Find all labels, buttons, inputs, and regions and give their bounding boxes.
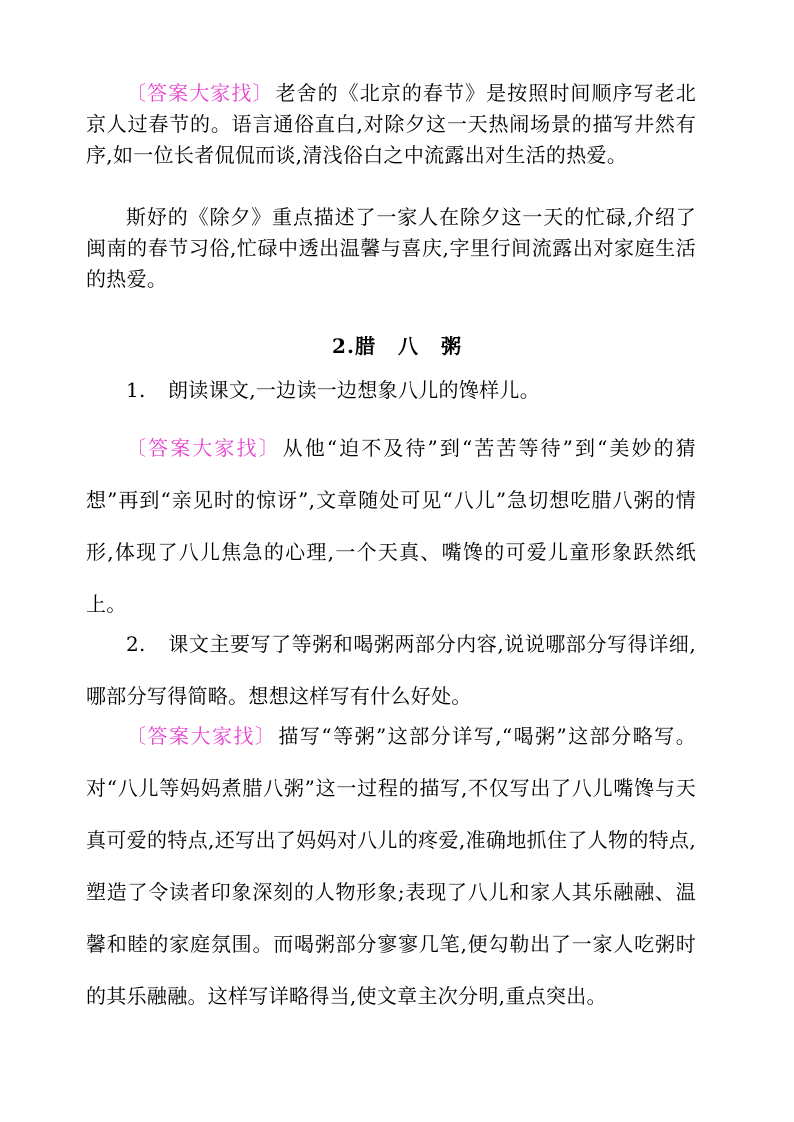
question-1-text: 朗读课文,一边读一边想象八儿的馋样儿。 <box>168 378 541 402</box>
question-1 <box>86 364 696 416</box>
lesson-title-char-3: 粥 <box>440 334 462 358</box>
lesson-title <box>0 331 794 362</box>
answer-1 <box>86 422 696 630</box>
intro-paragraph-1 <box>86 78 696 171</box>
lesson-number: 2. <box>332 334 355 358</box>
intro-paragraph-2 <box>86 202 696 295</box>
question-2-number: 2. <box>126 632 146 656</box>
answer-1-text: 从他“迫不及待”到“苦苦等待”到“美妙的猜想”再到“亲见时的惊讶”,文章随处可见“八儿”急切想吃腊八粥的情形,体现了八儿焦急的心理,一个天真、嘴馋的可爱儿童形象跃然纸上。 <box>86 436 696 616</box>
question-1-number: 1. <box>126 378 146 402</box>
intro-paragraph-2-text: 斯妤的《除夕》重点描述了一家人在除夕这一天的忙碌,介绍了闽南的春节习俗,忙碌中透出温馨与喜庆,字里行间流露出对家庭生活的热爱。 <box>86 205 696 291</box>
lesson-title-char-2: 八 <box>397 334 419 358</box>
answer-tag: 〔答案大家找〕 <box>126 724 277 748</box>
intro-paragraph-1-text: 老舍的《北京的春节》是按照时间顺序写老北京人过春节的。语言通俗直白,对除夕这一天热闹场景的描写井然有序,如一位长者侃侃而谈,清浅俗白之中流露出对生活的热爱。 <box>86 81 697 167</box>
answer-2-text: 描写“等粥”这部分详写,“喝粥”这部分略写。对“八儿等妈妈煮腊八粥”这一过程的描写,不仅写出了八儿嘴馋与天真可爱的特点,还写出了妈妈对八儿的疼爱,准确地抓住了人物的特点,塑造了令读者印象深刻的人物形象;表现了八儿和家人其乐融融、温馨和睦的家庭氛围。而喝粥部分寥寥几笔,便勾勒出了一家人吃粥时的其乐融融。这样写详略得当,使文章主次分明,重点突出。 <box>86 724 696 1008</box>
answer-tag: 〔答案大家找〕 <box>126 436 281 460</box>
answer-2 <box>86 710 696 1022</box>
question-2-text: 课文主要写了等粥和喝粥两部分内容,说说哪部分写得详细,哪部分写得简略。想想这样写有什么好处。 <box>86 632 696 708</box>
lesson-title-char-1: 腊 <box>354 334 376 358</box>
question-2 <box>86 618 696 722</box>
answer-tag: 〔答案大家找〕 <box>126 81 274 105</box>
